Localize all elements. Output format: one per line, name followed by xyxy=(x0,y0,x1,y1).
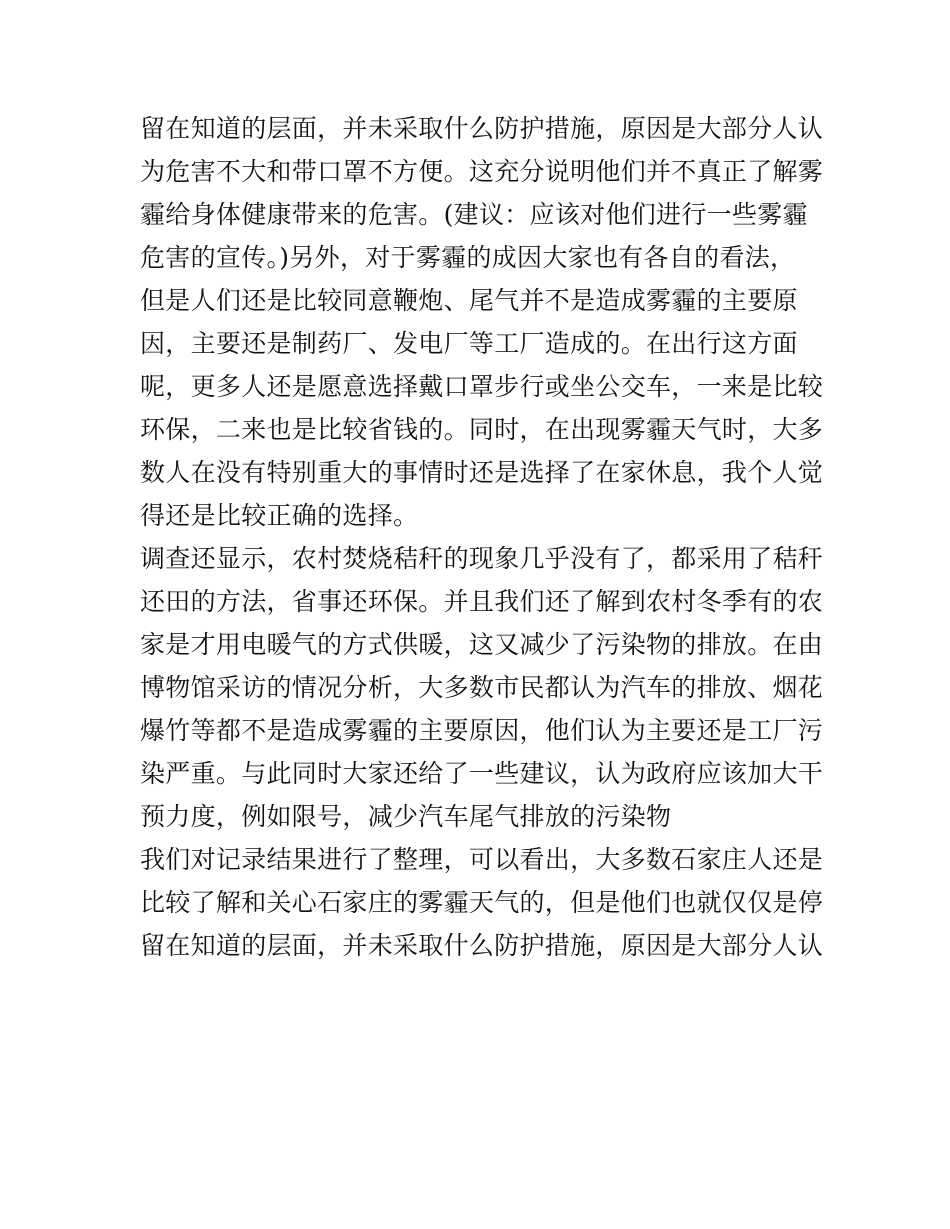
text-line: 为危害不大和带口罩不方便。这充分说明他们并不真正了解雾 xyxy=(140,157,824,186)
text-line: 留在知道的层面，并未采取什么防护措施，原因是大部分人认 xyxy=(140,114,824,143)
text-line: 呢，更多人还是愿意选择戴口罩步行或坐公交车，一来是比较 xyxy=(140,372,824,401)
text-line: 爆竹等都不是造成雾霾的主要原因，他们认为主要还是工厂污 xyxy=(140,716,824,745)
text-line: 调查还显示，农村焚烧秸秆的现象几乎没有了，都采用了秸秆 xyxy=(140,544,824,573)
text-line: 得还是比较正确的选择。 xyxy=(140,501,419,530)
text-line: 危害的宣传。)另外，对于雾霾的成因大家也有各自的看法， xyxy=(140,243,796,272)
text-line: 霾给身体健康带来的危害。(建议：应该对他们进行一些雾霾 xyxy=(140,200,808,229)
text-line: 家是才用电暖气的方式供暖，这又减少了污染物的排放。在由 xyxy=(140,630,824,659)
text-line: 留在知道的层面，并未采取什么防护措施，原因是大部分人认 xyxy=(140,931,824,960)
text-line: 我们对记录结果进行了整理，可以看出，大多数石家庄人还是 xyxy=(140,845,824,874)
text-line: 染严重。与此同时大家还给了一些建议，认为政府应该加大干 xyxy=(140,759,824,788)
text-line: 还田的方法，省事还环保。并且我们还了解到农村冬季有的农 xyxy=(140,587,824,616)
body-text xyxy=(140,107,824,967)
text-line: 比较了解和关心石家庄的雾霾天气的，但是他们也就仅仅是停 xyxy=(140,888,824,917)
text-line: 但是人们还是比较同意鞭炮、尾气并不是造成雾霾的主要原 xyxy=(140,286,798,315)
text-line: 博物馆采访的情况分析，大多数市民都认为汽车的排放、烟花 xyxy=(140,673,824,702)
text-line: 环保，二来也是比较省钱的。同时，在出现雾霾天气时，大多 xyxy=(140,415,824,444)
text-line: 数人在没有特别重大的事情时还是选择了在家休息，我个人觉 xyxy=(140,458,824,487)
text-line: 预力度，例如限号，减少汽车尾气排放的污染物 xyxy=(140,802,672,831)
text-line: 因，主要还是制药厂、发电厂等工厂造成的。在出行这方面 xyxy=(140,329,798,358)
